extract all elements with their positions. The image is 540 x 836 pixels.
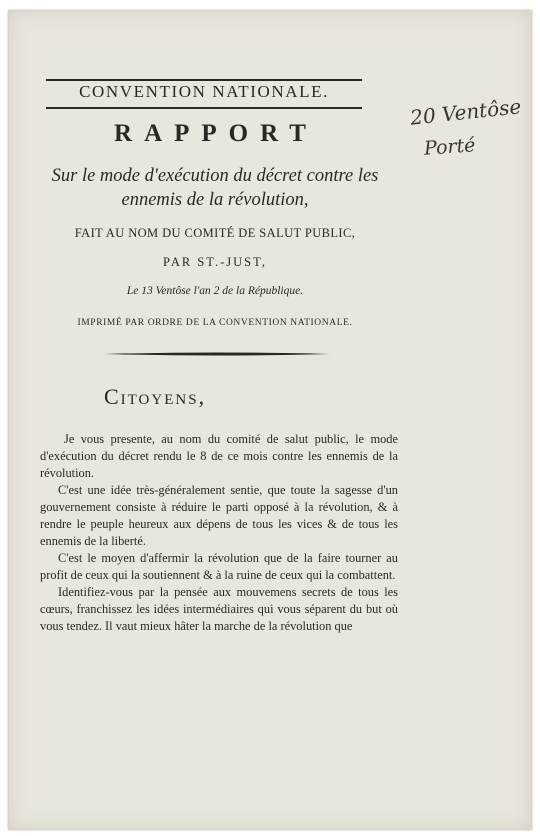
ornamental-rule-icon — [104, 352, 330, 356]
paragraph: C'est le moyen d'affermir la révolution que de la faire tourner au profit de ceux qui la soutiennent & à la ruine de ceux qui la combattent. — [40, 551, 398, 582]
committee-line: FAIT AU NOM DU COMITÉ DE SALUT PUBLIC, — [74, 226, 356, 240]
paragraph: C'est une idée très-généralement sentie, que toute la sagesse d'un gouvernement consiste à réduire le parti opposé à la révolution, & à rendre le peuple heureux aux dépens de tous les vices & de tous les ennemis de la liberté. — [40, 483, 398, 548]
printed-by-line: IMPRIMÉ PAR ORDRE DE LA CONVENTION NATIONALE. — [77, 318, 353, 328]
handwritten-note-porte: Porté — [423, 134, 477, 160]
paragraph: Identifiez-vous par la pensée aux mouvemens secrets de tous les cœurs, franchissez les idées intermédiaires qui vous séparent du but où vous tendez. Il vaut mieux hâter la marche de la révolution que — [40, 585, 398, 633]
handwritten-note-date: 20 Ventôse — [409, 94, 523, 130]
date-line: Le 13 Ventôse l'an 2 de la République. — [126, 285, 304, 297]
author-line: PAR ST.-JUST, — [163, 255, 267, 269]
paragraph: Je vous presente, au nom du comité de salut public, le mode d'exécution du décret rendu le 8 de ce mois contre les ennemis de la révolution. — [40, 432, 398, 480]
header-rule-bottom — [46, 107, 362, 109]
salutation: Citoyens, — [104, 384, 207, 409]
header-rule-top — [46, 79, 362, 81]
header-convention: CONVENTION NATIONALE. — [79, 82, 329, 101]
body-text — [40, 431, 398, 635]
document-subtitle: Sur le mode d'exécution du décret contre les ennemis de la révolution, — [51, 166, 379, 210]
document-title: RAPPORT — [114, 120, 318, 147]
